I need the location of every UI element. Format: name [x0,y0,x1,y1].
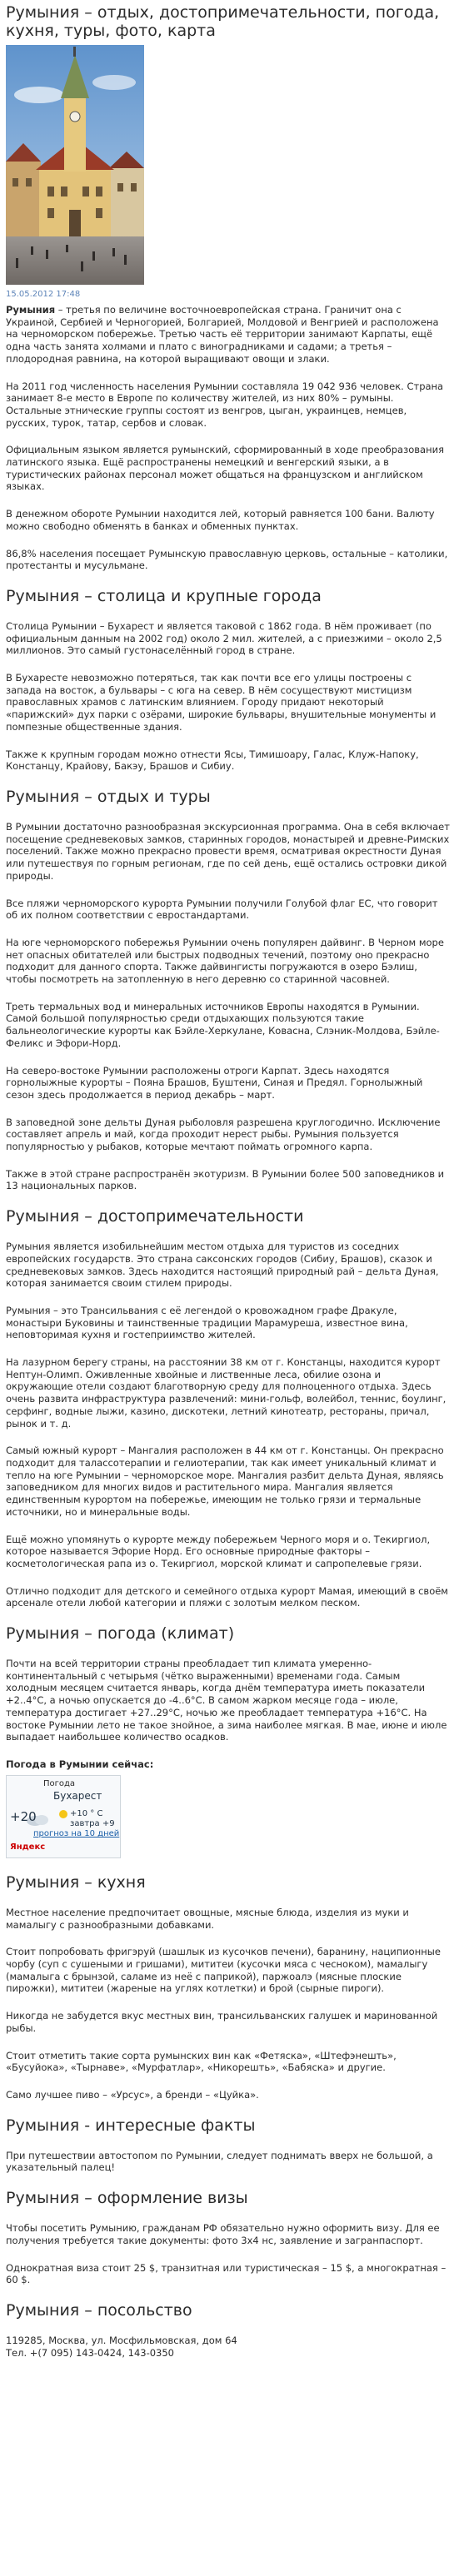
paragraph: Местное население предпочитает овощные, мясные блюда, изделия из муки и мамалыгу с разнообразными добавками. [6,1906,409,1931]
paragraph: В Бухаресте невозможно потеряться, так как почти все его улицы построены с запада на восток, а бульвары – с юга на север. В нём сосуществуют мистицизм православных храмов с латинским влиянием. Городу придают некоторый «парижский» дух парки с озёрами, широкие бульвары, внушительные монументы и помпезные общественные здания. [6,672,437,733]
section-heading: Румыния - интересные факты [6,2116,256,2135]
weather-region: Погода [43,1778,76,1788]
paragraph: Румыния – третья по величине восточноевропейская страна. Граничит она с Украиной, Сербией и Черногорией, Болгарией, Молдовой и Венгрией и расположена на черноморском побережье. Третью часть её территории занимают Карпаты, ещё одна часть занята холмами и плато с виноградниками и садами; а третья – плодородная равнина, на которой выращивают овощи и злаки. [6,304,439,365]
paragraph: Самый южный курорт – Мангалия расположен в 44 км от г. Констанцы. Он прекрасно подходит для талассотерапии и гелиотерапии, так как имеет уникальный климат и тепло на юге Румынии – черноморское море. Мангалия разбит дельта Дуная, являясь заповедником для многих видов и растительного мира. Мангалия является единственным курортом на побережье, имеющим не только грязи и термальные источники, но и минеральные воды. [6,1445,444,1518]
paragraph: На северо-востоке Румынии расположены отроги Карпат. Здесь находятся горнолыжные курорты – Пояна Брашов, Буштени, Синая и Предял. Горнолыжный сезон здесь продолжается в период декабрь – март. [6,1064,423,1101]
weather-city: Бухарест [53,1789,102,1802]
paragraph: При путешествии автостопом по Румынии, следует поднимать вверх не большой, а указательный палец! [6,2149,433,2174]
paragraph: Румыния является изобильнейшим местом отдыха для туристов из соседних европейских государств. Это страна саксонских городов (Сибиу, Брашов), сказок и средневековых замков. Здесь находится настоящий природный рай – дельта Дуная, которая занимается своим стилем природы. [6,1241,439,1290]
paragraph: Румыния – это Трансильвания с её легендой о кровожадном графе Дракуле, монастыри Буковины и таинственные традиции Марамуреша, известное вина, неповторимая кухня и гостеприимство жителей. [6,1304,408,1341]
paragraph: Официальным языком является румынский, сформированный в ходе преобразования латинского языка. Ещё распространены немецкий и венгерский языки, а в туристических районах персонал может общаться на французском и английском языках. [6,444,444,493]
paragraph: На 2011 год численность населения Румынии составляла 19 042 936 человек. Страна занимает 8-е место в Европе по количеству жителей, из них 80% – румыны. Остальные этнические группы состоят из венгров, цыган, украинцев, немцев, русских, турок, татар, сербов и словак. [6,380,444,429]
paragraph: Ещё можно упомянуть о курорте между побережьем Черного моря и о. Текиргиол, которое называется Эфорие Норд. Его основные природные факторы – косметологическая рапа из о. Текиргиол, морской климат и сапропелевые грязи. [6,1533,431,1569]
paragraph: Само лучшее пиво – «Урсус», а бренди – «Цуйка». [6,2088,259,2101]
section-heading: Румыния – кухня [6,1872,146,1892]
article-sections-after [6,1873,450,2359]
paragraph: Чтобы посетить Румынию, гражданам РФ обязательно нужно оформить визу. Для ее получения требуется такие документы: фото 3х4 нс, заявление и загранпаспорт. [6,2222,440,2246]
weather-widget[interactable] [6,1775,121,1858]
paragraph: Также к крупным городам можно отнести Ясы, Тимишоару, Галас, Клуж-Напоку, Констанцу, Крайову, Бакэу, Брашов и Сибиу. [6,748,419,773]
paragraph: 119285, Москва, ул. Мосфильмовская, дом 64 Тел. +(7 095) 143-0424, 143-0350 [6,2334,237,2359]
paragraph: В Румынии достаточно разнообразная экскурсионная программа. Она в себя включает посещение средневековых замков, старинных городов, монастырей и древне-Римских поселений. Также можно прекрасно провести время, осматривая окрестности Дуная или путешествуя по горным регионам, где по сей день, ещё остались островки дикой природы. [6,820,450,882]
section-heading: Румыния – посольство [6,2300,192,2320]
section-heading: Румыния – погода (климат) [6,1624,235,1644]
paragraph: Стоит отметить такие сорта румынских вин как «Фетяска», «Штефэнешть», «Бусуйока», «Тырнаве», «Мурфатлар», «Никорешть», «Бабяска» и другие. [6,2049,397,2074]
yandex-logo[interactable]: Яндекс [10,1842,46,1852]
paragraph: Отлично подходит для детского и семейного отдыха курорт Мамая, имеющий в своём арсенале отели любой категории и пляжи с золотым мелком песком. [6,1584,448,1609]
section-heading: Румыния – оформление визы [6,2189,248,2208]
paragraph: Треть термальных вод и минеральных источников Европы находятся в Румынии. Самой большой популярностью среди отдыхающих пользуются такие бальнеологические курорты как Бэйле-Херкулане, Ковасна, Слэник-Молдова, Бэйле-Феликс и Эфори-Норд. [6,1000,440,1049]
paragraph: Никогда не забудется вкус местных вин, трансильванских галушек и маринованной рыбы. [6,2010,438,2034]
paragraph: Также в этой стране распространён экотуризм. В Румынии более 500 заповедников и 13 национальных парков. [6,1167,445,1192]
paragraph: На лазурном берегу страны, на расстоянии 38 км от г. Констанцы, находится курорт Нептун-Олимп. Оживленные хвойные и лиственные леса, обилие озона и окружающие отели создают благотворную среду для полноценного отдыха. Здесь очень развита инфраструктура развлечений: мини-гольф, волейбол, теннис, боулинг, серфинг, водные лыжи, казино, дискотеки, летний кинотеатр, рестораны, причал, рынок и т. д. [6,1356,447,1430]
paragraph: Все пляжи черноморского курорта Румынии получили Голубой флаг ЕС, что говорит об их полном соответствии с евростандартами. [6,897,438,922]
intro-text [6,304,450,572]
paragraph: Почти на всей территории страны преобладает тип климата умеренно-континентальный с четырьмя (чётко выраженными) временами года. Самым холодным месяцем считается январь, когда днём температура иметь показатели +2..4°С, а ночью опускается до -4..6°С. В самом жарком месяце года – июле, температура достигает +27..29°С, ночью же преобладает температура +16°С. На востоке Румынии лето не такое знойное, а зима наиболее мягкая. В мае, июне и июле выпадает наибольшее количество осадков. [6,1658,447,1743]
page-title: Румыния – отдых, достопримечательности, погода, кухня, туры, фото, карта [6,3,440,40]
temperature-now: +20 [10,1808,37,1824]
section-heading: Румыния – столица и крупные города [6,586,322,605]
paragraph: В заповедной зоне дельты Дуная рыболовля разрешена круглогодично. Исключение составляет апрель и май, когда проходит нерест рыбы. Румыния пользуется популярностью у рыбаков, которые мечтают поймать огромного карпа. [6,1116,441,1153]
brasov-council-square-photo [6,45,144,285]
article-sections [6,587,450,1743]
paragraph: На юге черноморского побережья Румынии очень популярен дайвинг. В Черном море нет опасных обитателей или быстрых подводных течений, поэтому оно прекрасно подходит для данного спорта. Также дайвингисты погружаются в озеро Бэлиш, чтобы посмотреть на затопленную в него деревню со старинной часовней. [6,936,444,986]
paragraph: Однократная виза стоит 25 $, транзитная или туристическая – 15 $, а многократная – 60 $. [6,2261,447,2286]
sun-icon [57,1808,70,1821]
paragraph: Стоит попробовать фригэруй (шашлык из кусочков печени), баранину, наципионные чорбу (суп с сушеными и гришами), мититеи (кусочки мяса с чесноком), мамалыгу (мамалыга с брынзой, саламе из неё с паприкой), паржоалэ (мясные плоские пирожки), мититеи (жареные на углях котлетки) и брой (сырные пироги). [6,1946,441,1995]
weather-widget-title: Погода в Румынии сейчас: [6,1758,154,1770]
paragraph: Столица Румынии – Бухарест и является таковой с 1862 года. В нём проживает (по официальным данным на 2002 год) около 2 мил. жителей, а с приезжими – около 2,5 миллионов. Это самый густонаселённый город в стране. [6,619,442,657]
temperature-tomorrow: +10 ° C завтра +9 [70,1808,115,1828]
publish-date: 15.05.2012 17:48 [6,290,81,299]
section-heading: Румыния – отдых и туры [6,787,211,806]
forecast-link[interactable]: прогноз на 10 дней [33,1828,120,1838]
paragraph: В денежном обороте Румынии находится лей, который равняется 100 бани. Валюту можно свободно обменять в банках и обменных пунктах. [6,508,435,532]
section-heading: Румыния – достопримечательности [6,1207,304,1226]
paragraph: 86,8% населения посещает Румынскую православную церковь, остальные – католики, протестанты и мусульмане. [6,547,448,572]
